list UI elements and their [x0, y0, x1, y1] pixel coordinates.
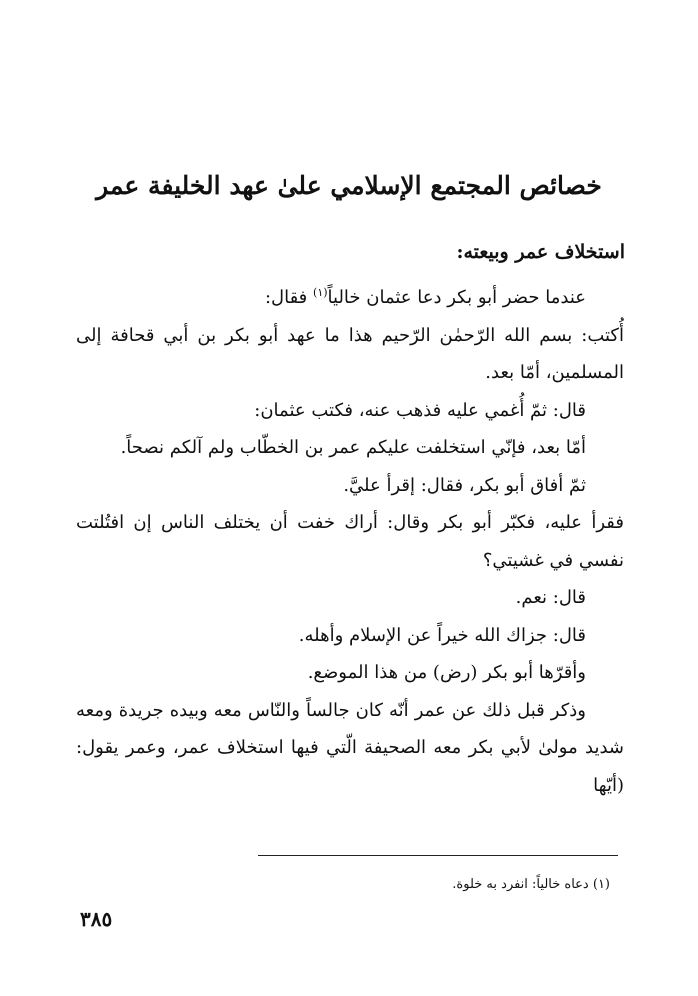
- page-number: ٣٨٥: [80, 907, 113, 931]
- footnote-divider: [258, 855, 618, 856]
- paragraph: [76, 279, 624, 317]
- paragraph: وذكر قبل ذلك عن عمر أنّه كان جالساً والنّاس معه وبيده جريدة ومعه شديد مولىٰ لأبي بكر معه الصحيفة الّتي فيها استخلاف عمر، وعمر يقول: (أيّها: [76, 699, 624, 796]
- paragraph: ثمّ أفاق أبو بكر، فقال: إقرأ عليَّ.: [343, 474, 586, 496]
- footnote: (١) دعاه خالياً: انفرد به خلوة.: [452, 877, 610, 892]
- paragraph: فقرأ عليه، فكبّر أبو بكر وقال: أراك خفت أن يختلف الناس إن افتُلتت نفسي في غشيتي؟: [76, 512, 624, 571]
- paragraph-text: عندما حضر أبو بكر دعا عثمان خالياً: [327, 287, 586, 308]
- page-title: خصائص المجتمع الإسلامي علىٰ عهد الخليفة عمر: [96, 171, 602, 200]
- body-text: [76, 279, 624, 804]
- footnote-reference: (١): [313, 286, 328, 299]
- paragraph-text: فقال:: [264, 287, 314, 308]
- section-heading: استخلاف عمر وبيعته:: [456, 241, 625, 263]
- paragraph: أُكتب: بسم الله الرّحمٰن الرّحيم هذا ما عهد أبو بكر بن أبي قحافة إلى المسلمين، أمّا بعد.: [76, 324, 624, 383]
- paragraph: وأقرّها أبو بكر (رض) من هذا الموضع.: [307, 662, 586, 683]
- paragraph: أمّا بعد، فإنّي استخلفت عليكم عمر بن الخطّاب ولم آلكم نصحاً.: [120, 437, 586, 458]
- paragraph: قال: نعم.: [515, 587, 586, 608]
- paragraph: قال: جزاك الله خيراً عن الإسلام وأهله.: [298, 624, 586, 646]
- paragraph: قال: ثمّ أُغمي عليه فذهب عنه، فكتب عثمان:: [254, 399, 586, 421]
